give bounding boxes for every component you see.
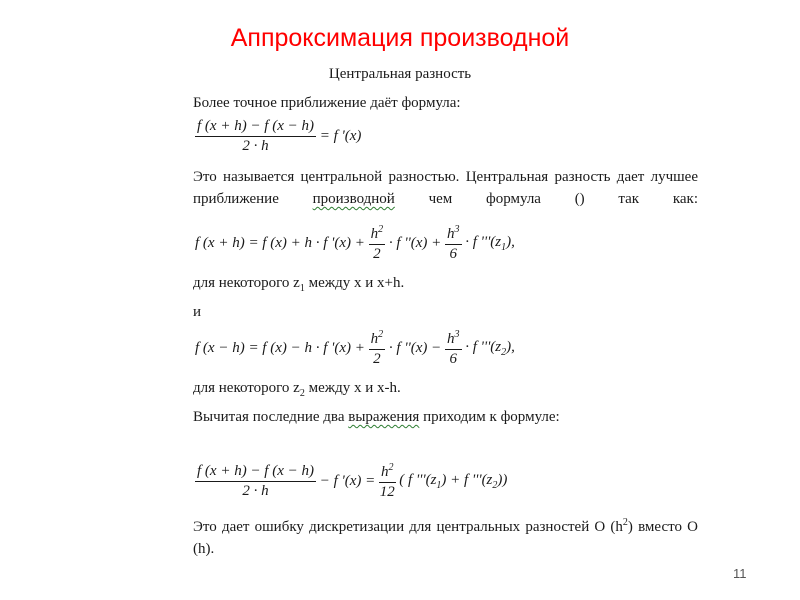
text-part: чем формула () так как: xyxy=(428,191,698,207)
text-part: между x и x-h. xyxy=(304,380,401,396)
formula-open: ( f '''(z xyxy=(399,472,437,488)
conclusion-text xyxy=(193,512,698,560)
denominator: 6 xyxy=(449,246,458,262)
fraction-h3 xyxy=(445,329,462,368)
denominator: 2 xyxy=(373,351,381,367)
intro-text: Более точное приближение даёт формула: xyxy=(193,95,461,111)
num-base: h xyxy=(370,226,379,242)
formula-taylor-minus xyxy=(195,329,515,368)
numerator: f (x + h) − f (x − h) xyxy=(195,118,316,137)
condition-z2 xyxy=(193,377,698,405)
text-part: между x и x+h. xyxy=(304,275,405,291)
and-text: и xyxy=(193,304,202,320)
fraction-h2 xyxy=(369,329,386,368)
formula-end: · f '''(z xyxy=(465,339,502,355)
text-part: для некоторого z xyxy=(193,380,300,396)
num-exp: 2 xyxy=(378,329,384,340)
denominator: 2 xyxy=(373,246,381,262)
text-part: ) вместо О (h). xyxy=(193,519,698,557)
numerator: f (x + h) − f (x − h) xyxy=(195,463,316,482)
num-base: h xyxy=(447,226,455,242)
formula-end-close: ), xyxy=(506,234,515,250)
subscript: 1 xyxy=(299,283,305,294)
num-base: h xyxy=(370,331,379,347)
formula-central-difference xyxy=(195,118,361,155)
text-part: Это называется центральной разностью. Центральная разность дает лучшее приближение xyxy=(193,169,698,207)
paragraph-central-difference xyxy=(193,166,698,210)
fraction xyxy=(195,118,316,155)
formula-error xyxy=(195,462,507,501)
num-base: h xyxy=(381,464,389,480)
text-part: приходим к формуле: xyxy=(423,409,560,425)
formula-middle: · f ''(x) + xyxy=(388,235,442,251)
subscript: 1 xyxy=(436,480,442,491)
num-exp: 3 xyxy=(454,224,460,235)
num-exp: 2 xyxy=(378,224,384,235)
text-part: для некоторого z xyxy=(193,275,300,291)
formula-plus: ) + f '''(z xyxy=(441,472,493,488)
subtract-text xyxy=(193,406,698,428)
underlined-word: производной xyxy=(312,191,395,207)
formula-mid: − f '(x) = xyxy=(319,473,376,489)
page-number: 11 xyxy=(733,566,747,581)
denominator: 6 xyxy=(449,351,458,367)
subscript: 2 xyxy=(492,480,498,491)
num-exp: 2 xyxy=(388,462,394,473)
denominator: 2 · h xyxy=(242,138,269,154)
slide-title: Аппроксимация производной xyxy=(230,24,570,52)
subscript: 2 xyxy=(501,347,507,358)
subscript: 2 xyxy=(299,388,305,399)
section-subtitle: Центральная разность xyxy=(328,66,472,82)
formula-lhs: f (x − h) = f (x) − h · f '(x) + xyxy=(195,340,365,356)
fraction-h3 xyxy=(445,224,462,263)
subscript: 1 xyxy=(501,242,507,253)
denominator: 12 xyxy=(379,484,395,500)
denominator: 2 · h xyxy=(242,483,269,499)
text-part: Это дает ошибку дискретизации для центральных разностей О (h xyxy=(193,519,623,535)
fraction xyxy=(195,463,316,500)
superscript: 2 xyxy=(622,517,628,528)
num-base: h xyxy=(447,331,455,347)
formula-middle: · f ''(x) − xyxy=(388,340,442,356)
formula-lhs: f (x + h) = f (x) + h · f '(x) + xyxy=(195,235,365,251)
condition-z1 xyxy=(193,272,698,300)
formula-rhs: = f '(x) xyxy=(319,128,362,144)
num-exp: 3 xyxy=(454,329,460,340)
text-part: Вычитая последние два xyxy=(193,409,345,425)
formula-close: )) xyxy=(497,472,508,488)
fraction-h2-12 xyxy=(379,462,396,501)
formula-taylor-plus xyxy=(195,224,515,263)
formula-end-close: ), xyxy=(506,339,515,355)
fraction-h2 xyxy=(369,224,386,263)
underlined-word: выражения xyxy=(348,409,420,425)
formula-end: · f '''(z xyxy=(465,234,502,250)
